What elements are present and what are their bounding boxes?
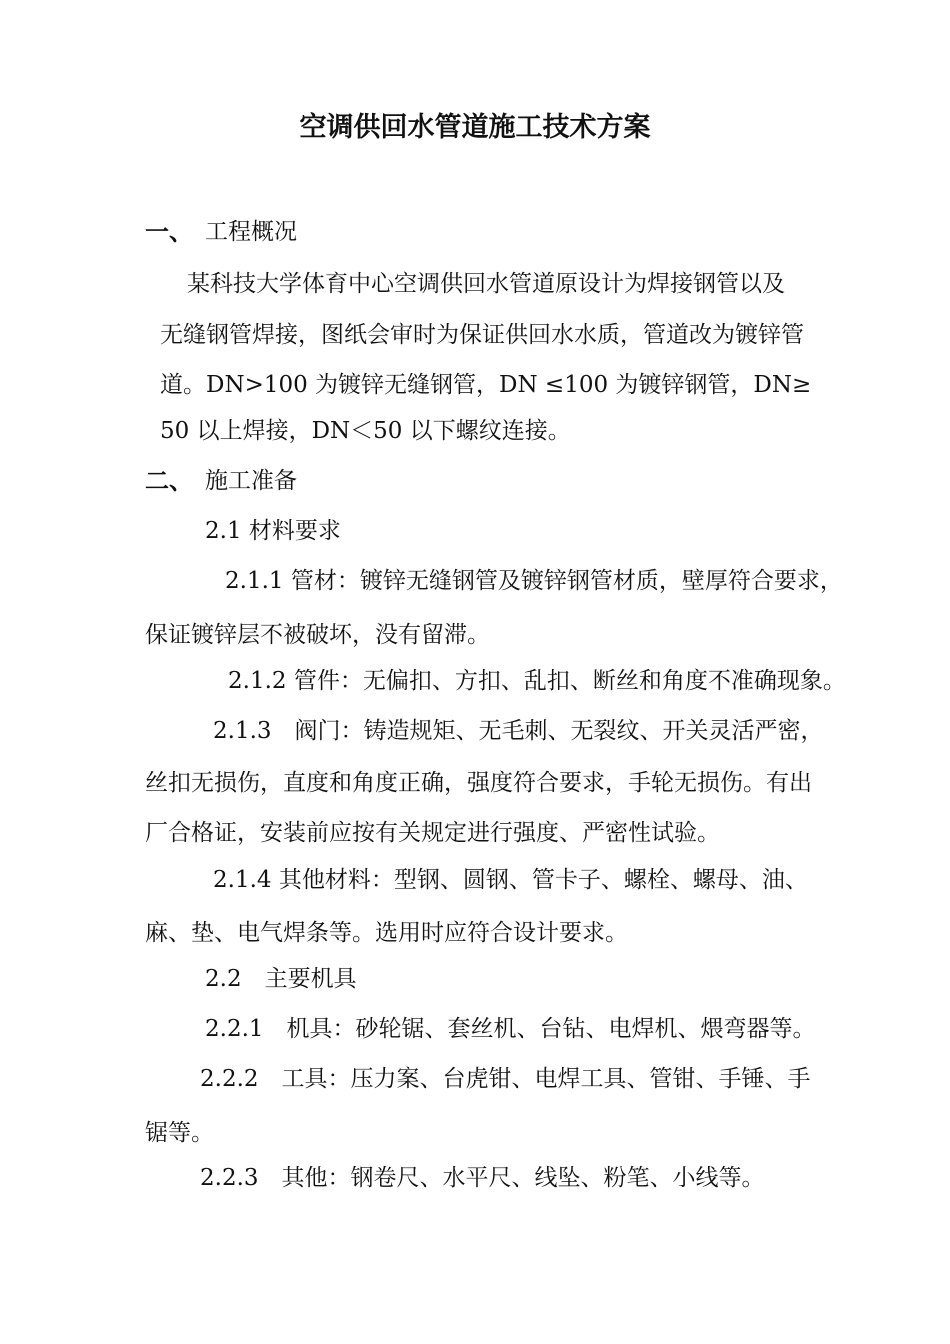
overview-line-2: 无缝钢管焊接，图纸会审时为保证供回水水质，管道改为镀锌管 bbox=[160, 322, 804, 348]
document-title: 空调供回水管道施工技术方案 bbox=[299, 112, 651, 143]
item-2-2-2-line-2: 锯等。 bbox=[145, 1120, 214, 1146]
subsection-2-2: 2.2 主要机具 bbox=[205, 966, 357, 992]
item-2-1-2: 2.1.2 管件：无偏扣、方扣、乱扣、断丝和角度不准确现象。 bbox=[228, 668, 846, 694]
item-2-1-3-line-2: 丝扣无损伤，直度和角度正确，强度符合要求，手轮无损伤。有出 bbox=[145, 770, 812, 796]
item-2-1-1-line-2: 保证镀锌层不被破坏，没有留滞。 bbox=[145, 622, 490, 648]
section-heading-1: 工程概况 bbox=[205, 219, 297, 245]
item-2-1-4-line-2: 麻、垫、电气焊条等。选用时应符合设计要求。 bbox=[145, 920, 628, 946]
section-number-1: 一、 bbox=[145, 218, 193, 246]
item-2-2-1: 2.2.1 机具：砂轮锯、套丝机、台钻、电焊机、煨弯器等。 bbox=[205, 1016, 816, 1042]
item-2-1-3-line-1: 2.1.3 阀门：铸造规矩、无毛刺、无裂纹、开关灵活严密， bbox=[213, 718, 824, 744]
overview-line-3: 道。DN>100 为镀锌无缝钢管，DN ≤100 为镀锌钢管，DN≥ bbox=[160, 372, 812, 398]
section-heading-2: 施工准备 bbox=[205, 468, 297, 494]
section-number-2: 二、 bbox=[145, 467, 193, 495]
subsection-2-1: 2.1 材料要求 bbox=[205, 518, 341, 544]
overview-line-1: 某科技大学体育中心空调供回水管道原设计为焊接钢管以及 bbox=[187, 271, 785, 297]
overview-line-4: 50 以上焊接，DN＜50 以下螺纹连接。 bbox=[160, 418, 571, 444]
item-2-1-4-line-1: 2.1.4 其他材料：型钢、圆钢、管卡子、螺栓、螺母、油、 bbox=[213, 867, 808, 893]
item-2-1-1-line-1: 2.1.1 管材：镀锌无缝钢管及镀锌钢管材质，壁厚符合要求， bbox=[225, 568, 843, 594]
item-2-2-3: 2.2.3 其他：钢卷尺、水平尺、线坠、粉笔、小线等。 bbox=[200, 1165, 765, 1191]
item-2-2-2-line-1: 2.2.2 工具：压力案、台虎钳、电焊工具、管钳、手锤、手 bbox=[200, 1066, 811, 1092]
item-2-1-3-line-3: 厂合格证，安装前应按有关规定进行强度、严密性试验。 bbox=[145, 820, 720, 846]
